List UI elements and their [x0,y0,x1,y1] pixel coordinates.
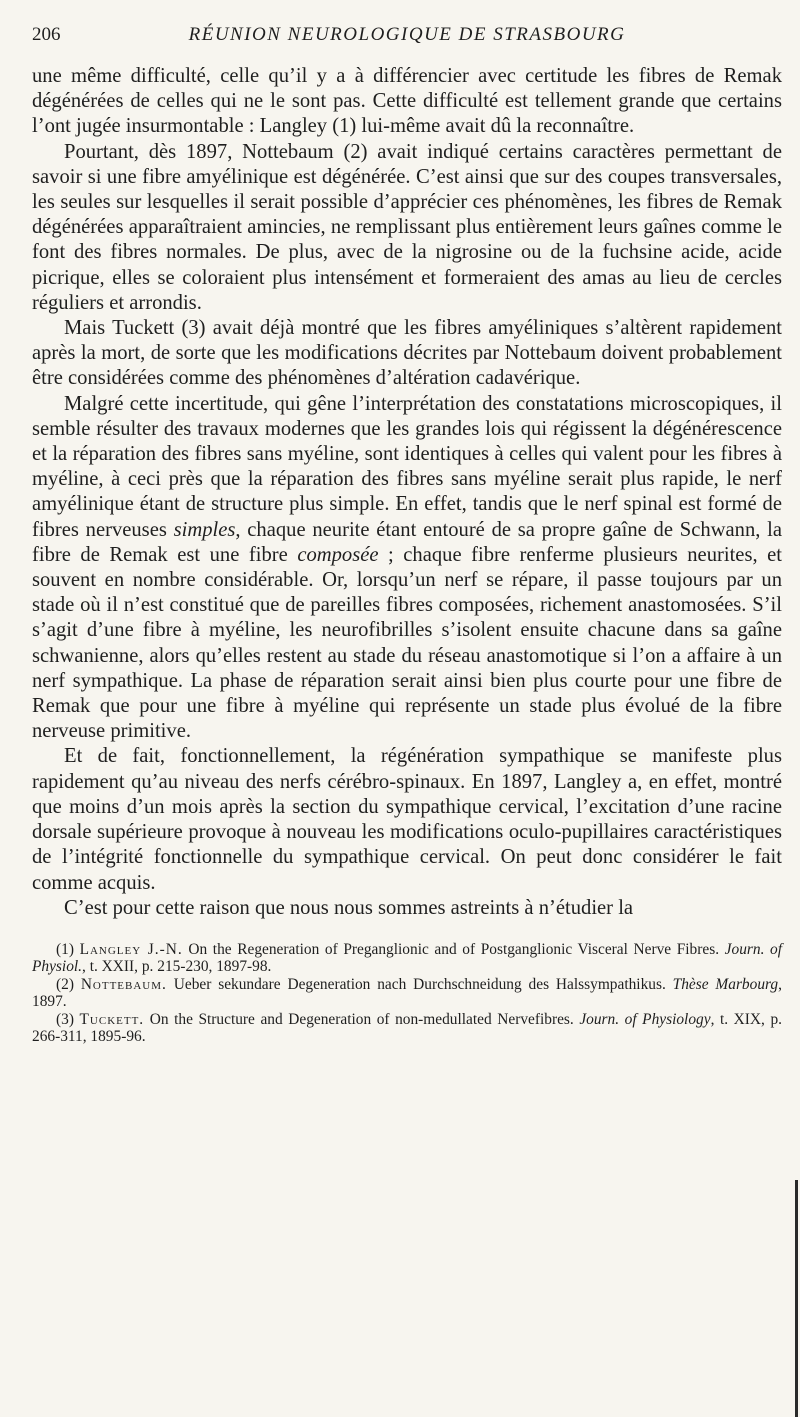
footnote-journal: Journ. of Physiol. [32,940,783,976]
footnote [32,941,782,976]
scan-edge-mark [795,1180,798,1417]
emphasis-text: composée [297,543,379,566]
page [32,24,782,1045]
page-header [32,24,782,64]
paragraph: Et de fait, fonctionnellement, la régénération sympathique se manifeste plus rapidement qu’au niveau des nerfs cérébro-spinaux. En 1897, Langley a, en effet, montré que moins d’un mois après la section du sympathique cervical, l’excitation d’une racine dorsale supérieure provoque à nouveau les modifications oculo-pupillaires caractéristiques de l’intégrité fonctionnelle du sympathique cervical. On peut donc considérer le fait comme acquis. [32,745,782,894]
paragraph [32,392,782,745]
footnote-author: Langley J.-N. [79,940,183,958]
emphasis-text: simples [173,518,236,541]
paragraph: C’est pour cette raison que nous nous sommes astreints à n’étudier la [64,896,634,919]
footnote-author: Tuckett. [79,1010,145,1028]
footnote-title: On the Structure and Degeneration of non-medullated Nervefibres. [144,1010,580,1028]
footnote-details: , 1897. [32,975,782,1011]
footnote-author: Nottebaum. [80,975,167,993]
footnote-number: (2) [56,975,81,993]
footnotes [32,941,782,1045]
footnote-details: , t. XIX, p. 266-311, 1895-96. [32,1010,782,1045]
footnote [32,1011,782,1046]
footnote-journal: Thèse Marbourg [672,975,779,993]
body-text [32,64,782,921]
footnote-title: On the Regeneration of Preganglionic and of Postganglionic Visceral Nerve Fibres. [182,940,725,958]
paragraph: une même difficulté, celle qu’il y a à différencier avec certitude les fibres de Remak dégénérées de celles qui ne le sont pas. Cette difficulté est tellement grande que certains l’ont jugée insurmontable : Langley (1) lui-même avait dû la reconnaître. [32,65,782,138]
paragraph: Mais Tuckett (3) avait déjà montré que les fibres amyéliniques s’altèrent rapidement après la mort, de sorte que les modifications décrites par Nottebaum doivent probablement être considérées comme des phénomènes d’altération cadavérique. [32,317,782,390]
paragraph: Pourtant, dès 1897, Nottebaum (2) avait indiqué certains caractères permettant de savoir si une fibre amyélinique est dégénérée. C’est ainsi que sur des coupes transversales, les seules sur lesquelles il serait possible d’apprécier ces phénomènes, les fibres de Remak dégénérées apparaîtraient amincies, ne remplissant plus entièrement leurs gaînes comme le font des fibres normales. De plus, avec de la nigrosine ou de la fuchsine acide, acide picrique, elles se coloraient plus intensément et formeraient des amas au lieu de cercles réguliers et arrondis. [32,140,782,314]
footnote [32,976,782,1011]
footnote-title: Ueber sekundare Degeneration nach Durchschneidung des Halssympathikus. [166,975,673,993]
footnote-journal: Journ. of Physiology [579,1010,711,1028]
running-head: RÉUNION NEUROLOGIQUE DE STRASBOURG [188,24,626,45]
footnote-number: (1) [56,940,80,958]
footnote-number: (3) [56,1010,80,1028]
paragraph-text: Malgré cette incertitude, qui gêne l’interprétation des constatations microscopiques, il semble résulter des travaux modernes que les grandes lois qui régissent la dégénérescence et la réparation des fibres sans myéline, sont identiques à celles qui valent pour les fibres à myéline, à ceci près que la réparation des fibres sans myéline serait plus rapide, le nerf amyélinique étant de structure plus simple. En effet, tandis que le nerf spinal est formé de fibres nerveuses [32,392,782,541]
page-number: 206 [32,24,61,45]
paragraph-text: ; chaque fibre renferme plusieurs neurites, et souvent en nombre considérable. Or, lorsqu’un nerf se répare, il passe toujours par un stade où il n’est constitué que de pareilles fibres composées, richement anastomosées. S’il s’agit d’une fibre à myéline, les neurofibrilles s’isolent ensuite chacune dans sa gaîne schwanienne, alors qu’elles restent au stade du réseau anastomotique si l’on a affaire à un nerf sympathique. La phase de réparation serait ainsi bien plus courte pour une fibre de Remak que pour une fibre à myéline qui représente un stade plus évolué de la fibre nerveuse primitive. [32,543,782,743]
paragraph-text: , chaque neurite étant entouré de sa propre gaîne de Schwann, la fibre de Remak est une fibre [32,518,783,566]
footnote-details: , t. XXII, p. 215-230, 1897-98. [82,958,272,976]
